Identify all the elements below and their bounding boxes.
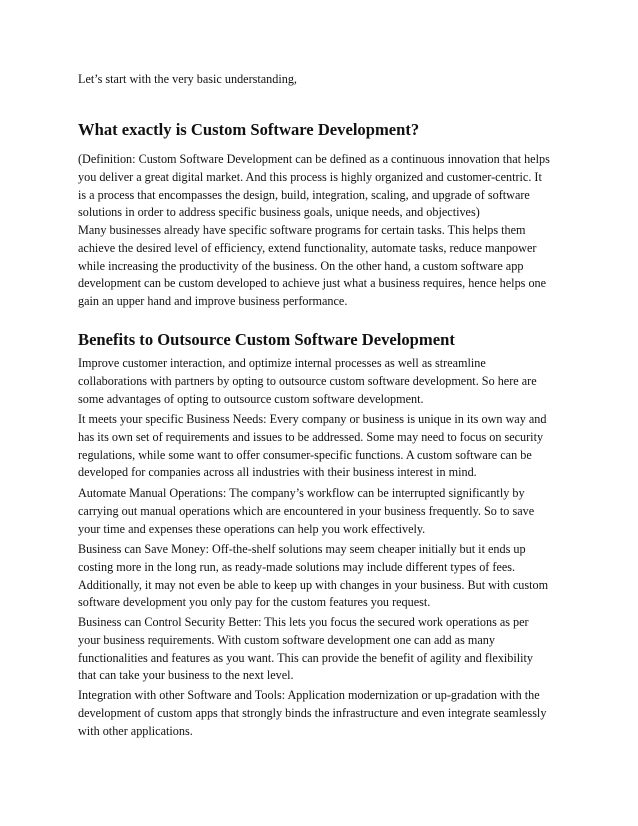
paragraph-line: gain an upper hand and improve business performance. (78, 294, 348, 309)
paragraph-line: solutions in order to address specific business goals, unique needs, and objectives) (78, 205, 480, 220)
paragraph-line: costing more in the long run, as ready-made solutions may include different types of fees. (78, 559, 516, 574)
paragraph-line: Improve customer interaction, and optimize internal processes as well as streamline (78, 356, 486, 370)
benefit-save-money-paragraph (78, 541, 548, 612)
benefit-automate-paragraph (78, 485, 534, 538)
paragraph-line: that can take your business to the next level. (78, 668, 294, 683)
paragraph-line: Business can Control Security Better: This lets you focus the secured work operations as per (78, 615, 529, 629)
paragraph-line: developed for companies across all industries with their business interest in mind. (78, 465, 477, 480)
paragraph-line: carrying out manual operations which are encountered in your business frequently. So to save (78, 503, 535, 518)
paragraph-line: while increasing the productivity of the business. On the other hand, a custom software app (78, 258, 524, 273)
paragraph-line: your business requirements. With custom software development one can add as many (78, 632, 495, 647)
paragraph-line: Additionally, it may not even be able to keep up with changes in your business. But with custom (78, 577, 549, 592)
paragraph-line: functionalities and features as you want. This can provide the benefit of agility and flexibility (78, 650, 533, 665)
paragraph-line: software development you only pay for the custom features you request. (78, 595, 431, 610)
paragraph-line: It meets your specific Business Needs: Every company or business is unique in its own way and (78, 412, 547, 426)
paragraph-line: development of custom apps that strongly binds the infrastructure and even integrate seamlessly (78, 705, 547, 720)
definition-paragraph (78, 151, 550, 222)
paragraph-line: achieve the desired level of efficiency, extend functionality, automate tasks, reduce manpower (78, 240, 537, 255)
paragraph-line: collaborations with partners by opting to outsource custom software development. So here are (78, 373, 537, 388)
benefits-intro-paragraph (78, 355, 537, 408)
intro-text: Let’s start with the very basic understanding, (78, 72, 297, 86)
paragraph-line: development can be custom developed to achieve just what a business requires, hence helps one (78, 276, 547, 291)
paragraph-line: you deliver a great digital market. And this process is highly organized and customer-centric. It (78, 169, 542, 184)
benefit-business-needs-paragraph (78, 411, 546, 482)
paragraph-line: Integration with other Software and Tools: Application modernization or up-gradation with the (78, 688, 540, 702)
benefit-integration-paragraph (78, 687, 546, 740)
paragraph-line: your time and expenses these operations can help you work effectively. (78, 521, 426, 536)
paragraph-line: Many businesses already have specific software programs for certain tasks. This helps them (78, 223, 526, 237)
paragraph-line: is a process that encompasses the design, build, integration, scaling, and upgrade of software (78, 187, 530, 202)
paragraph-line: (Definition: Custom Software Development can be defined as a continuous innovation that helps (78, 152, 550, 166)
paragraph-line: with other applications. (78, 723, 193, 738)
paragraph-line: Automate Manual Operations: The company’s workflow can be interrupted significantly by (78, 486, 525, 500)
businesses-paragraph (78, 222, 546, 311)
section-heading-custom-software: What exactly is Custom Software Development? (78, 120, 420, 139)
benefit-security-paragraph (78, 614, 533, 685)
paragraph-line: has its own set of requirements and issues to be addressed. Some may need to focus on security (78, 429, 544, 444)
paragraph-line: regulations, while some want to offer consumer-specific functions. A custom software can be (78, 447, 532, 462)
paragraph-line: Business can Save Money: Off-the-shelf solutions may seem cheaper initially but it ends up (78, 542, 526, 556)
section-heading-benefits: Benefits to Outsource Custom Software Development (78, 330, 455, 349)
paragraph-line: some advantages of opting to outsource custom software development. (78, 391, 424, 406)
